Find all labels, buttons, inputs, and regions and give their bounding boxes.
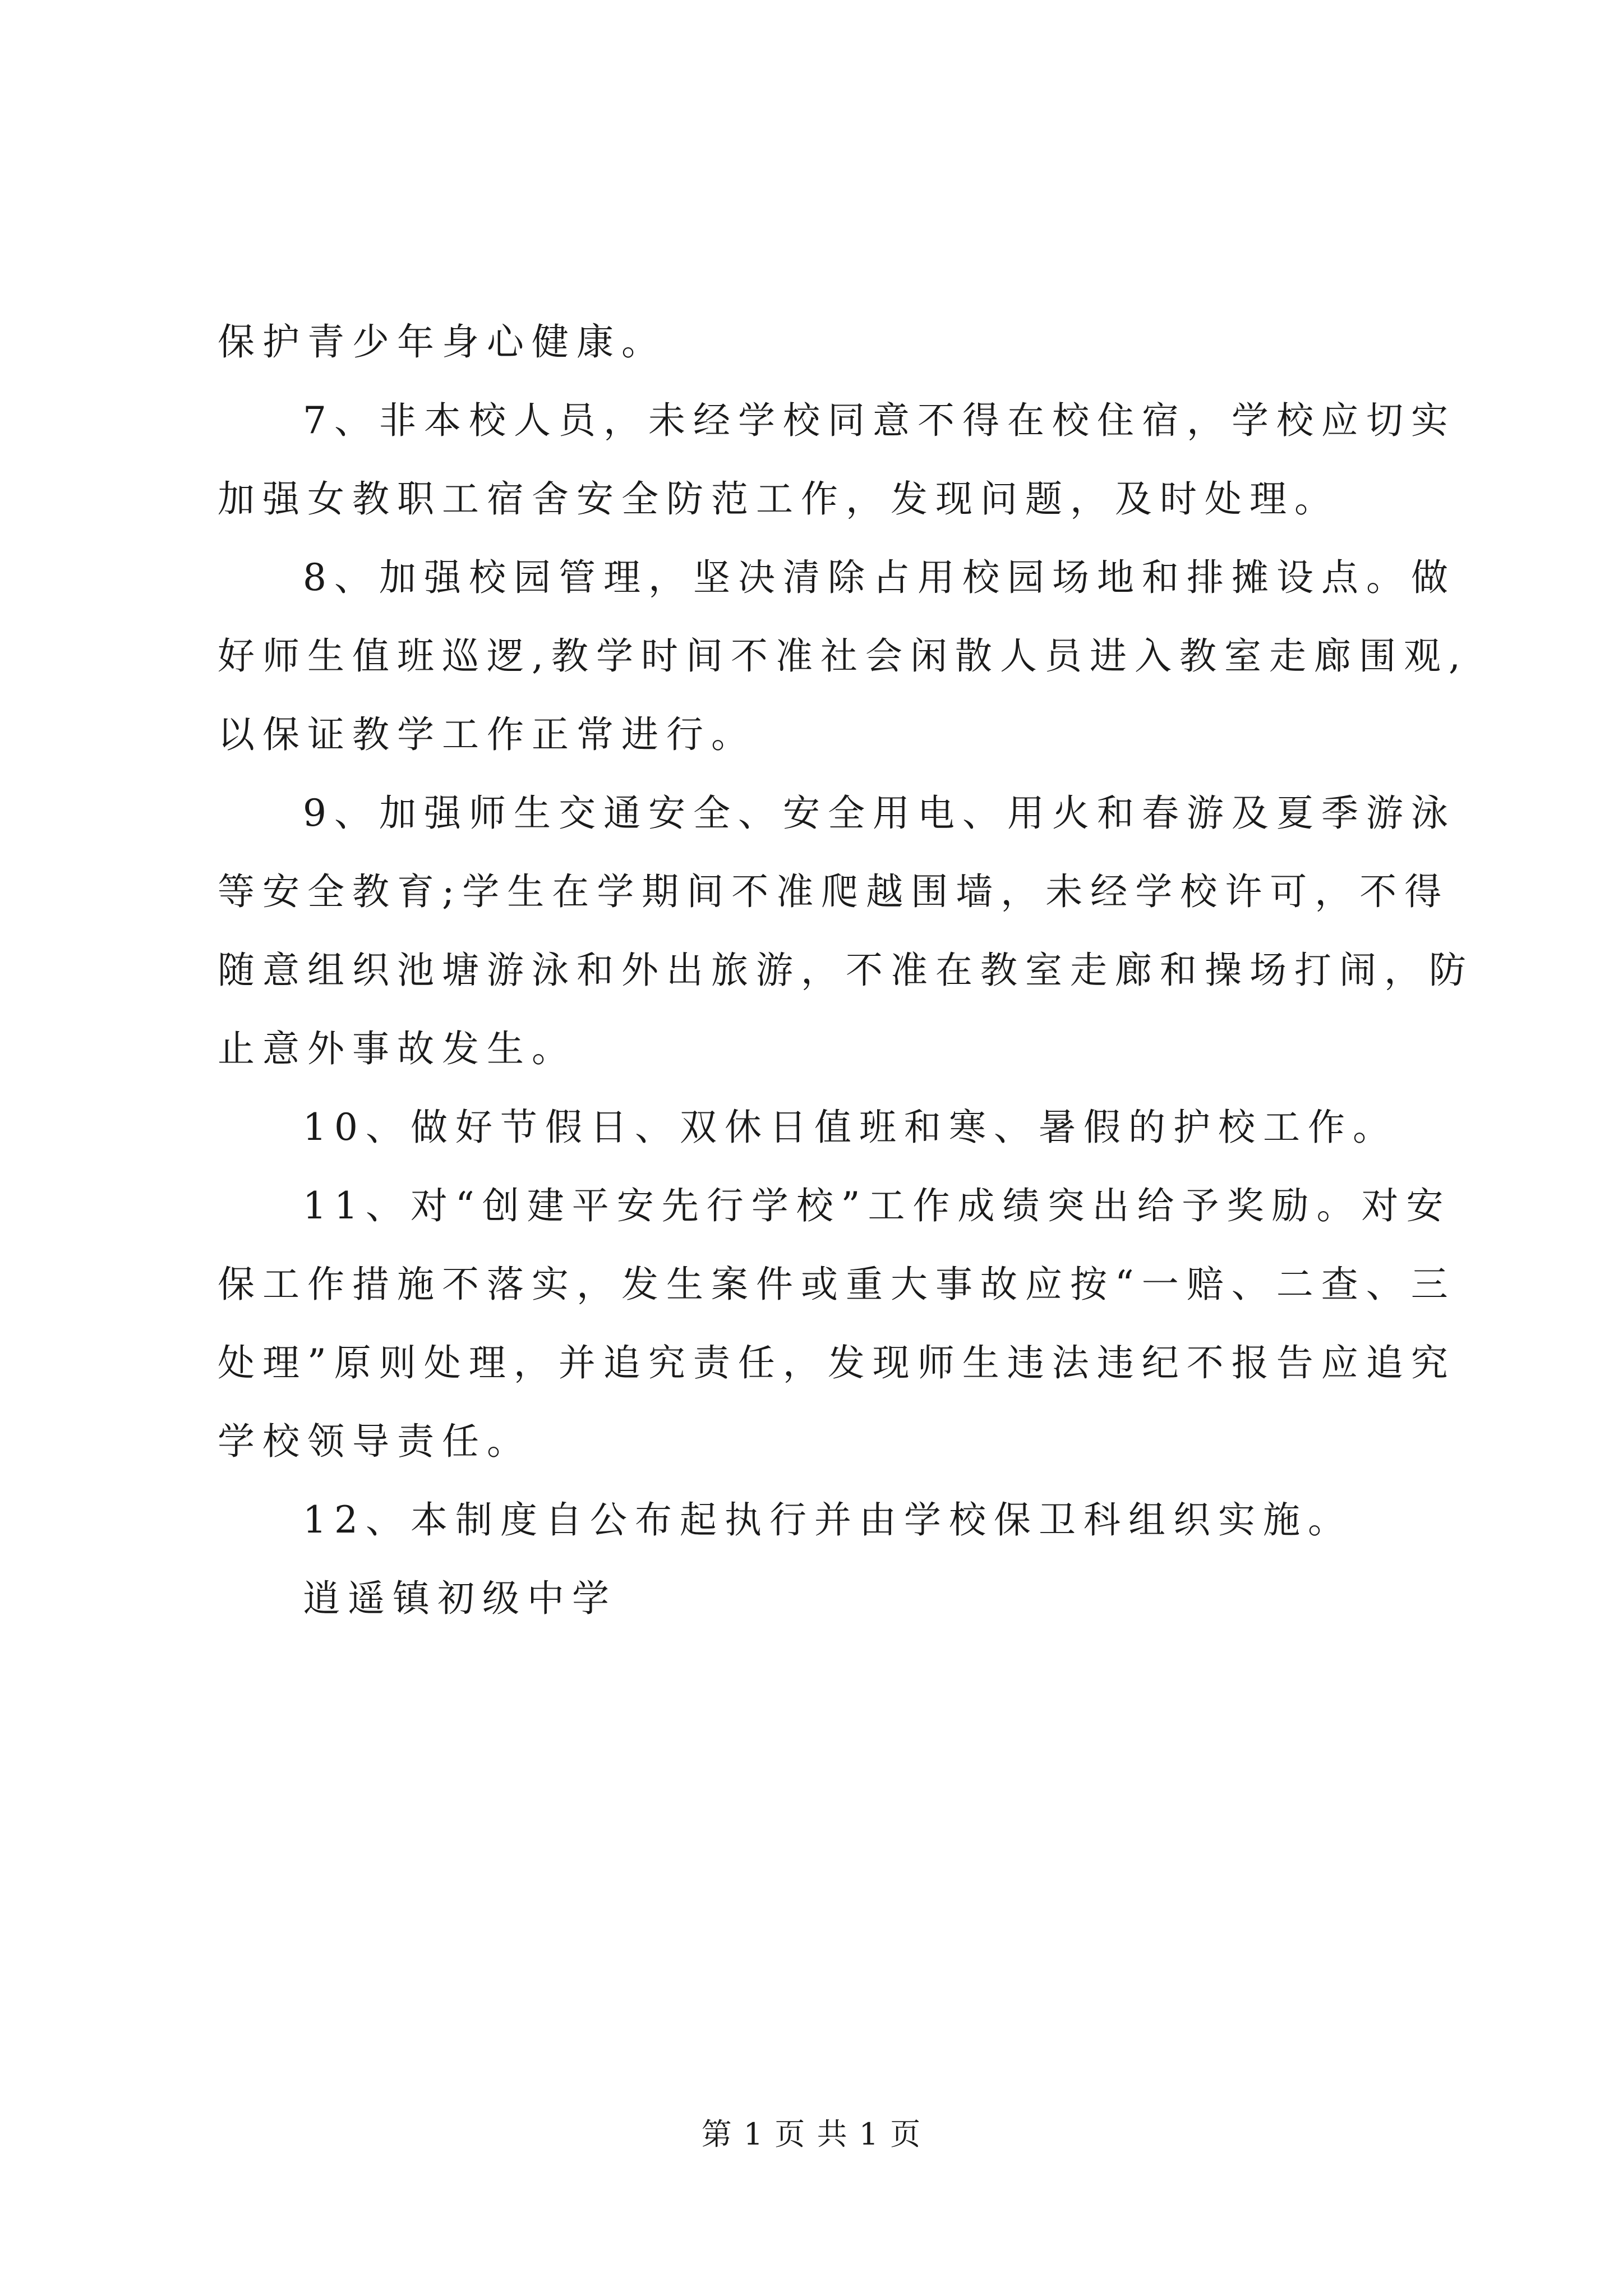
text-line: 保护青少年身心健康。 xyxy=(218,320,666,364)
text-line: 7、非本校人员，未经学校同意不得在校住宿，学校应切实 xyxy=(303,399,1456,442)
text-line: 以保证教学工作正常进行。 xyxy=(218,713,756,756)
page-footer: 第 1 页 共 1 页 xyxy=(701,2116,922,2152)
text-line: 9、加强师生交通安全、安全用电、用火和春游及夏季游泳 xyxy=(303,792,1456,835)
text-line: 好师生值班巡逻,教学时间不准社会闲散人员进入教室走廊围观, xyxy=(218,634,1468,678)
text-line: 处理”原则处理，并追究责任，发现师生违法违纪不报告应追究 xyxy=(218,1341,1456,1384)
text-line: 加强女教职工宿舍安全防范工作，发现问题，及时处理。 xyxy=(218,477,1339,521)
text-line: 学校领导责任。 xyxy=(218,1420,532,1463)
text-line: 8、加强校园管理，坚决清除占用校园场地和排摊设点。做 xyxy=(303,556,1456,599)
text-line: 11、对“创建平安先行学校”工作成绩突出给予奖励。对安 xyxy=(303,1184,1451,1227)
text-line: 12、本制度自公布起执行并由学校保卫科组织实施。 xyxy=(303,1498,1353,1542)
text-line: 止意外事故发生。 xyxy=(218,1027,577,1070)
text-line: 随意组织池塘游泳和外出旅游，不准在教室走廊和操场打闹，防 xyxy=(218,949,1474,992)
text-line: 10、做好节假日、双休日值班和寒、暑假的护校工作。 xyxy=(303,1106,1398,1149)
text-line: 保工作措施不落实，发生案件或重大事故应按“一赔、二查、三 xyxy=(218,1263,1456,1306)
signature-line: 逍遥镇初级中学 xyxy=(303,1577,617,1620)
text-line: 等安全教育;学生在学期间不准爬越围墙，未经学校许可，不得 xyxy=(218,870,1450,913)
